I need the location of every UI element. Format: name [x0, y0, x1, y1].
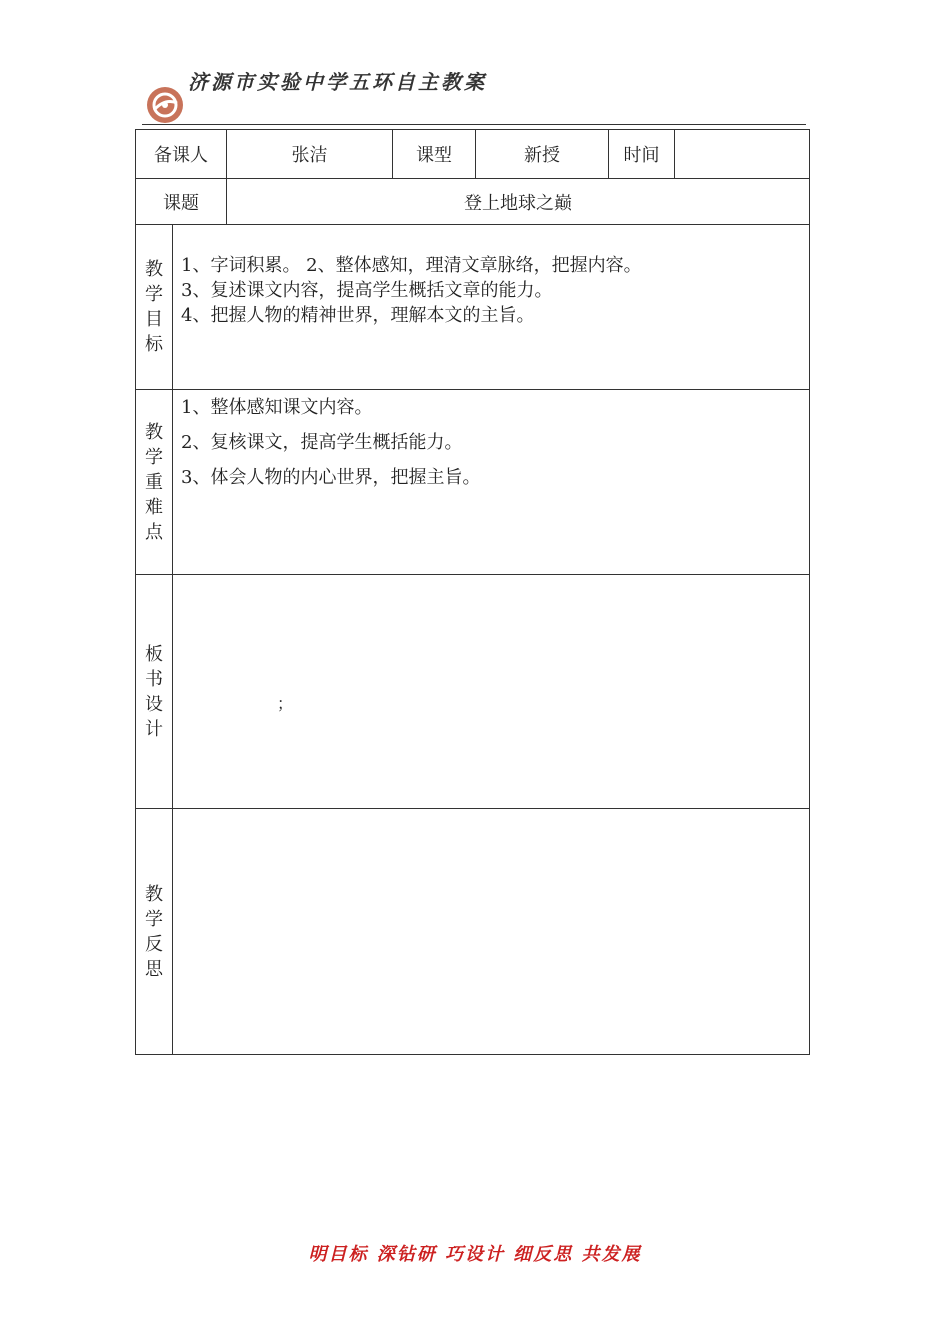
- reflection-label: 教学反思: [145, 883, 163, 980]
- preparer-label: 备课人: [136, 130, 227, 179]
- key-points-row: [136, 390, 810, 575]
- info-row: [136, 130, 810, 179]
- board-design-content: [173, 575, 810, 809]
- lesson-type-value: 新授: [476, 130, 609, 179]
- key-point-line: 2、复核课文，提高学生概括能力。: [181, 432, 463, 453]
- board-design-label: 板书设计: [145, 643, 163, 740]
- document-header-title: 济源市实验中学五环自主教案: [188, 70, 487, 94]
- footer-motto: 明目标 深钻研 巧设计 细反思 共发展: [308, 1244, 642, 1265]
- header-divider: [142, 124, 806, 125]
- lesson-type-label: 课型: [393, 130, 476, 179]
- reflection-row: [136, 809, 810, 1055]
- goals-content: [173, 225, 810, 390]
- school-logo-icon: [146, 86, 184, 124]
- time-label: 时间: [609, 130, 675, 179]
- key-point-line: 1、整体感知课文内容。: [181, 397, 373, 418]
- board-design-row: [136, 575, 810, 809]
- lesson-plan-table: [135, 129, 810, 1055]
- goal-line: 1、字词积累。 2、整体感知，理清文章脉络，把握内容。: [181, 255, 642, 276]
- reflection-content: [173, 809, 810, 1055]
- goals-row: [136, 225, 810, 390]
- time-value: [675, 130, 810, 179]
- key-points-label: 教学重难点: [145, 421, 163, 543]
- topic-value: 登上地球之巅: [227, 179, 810, 225]
- goals-label: 教学目标: [145, 259, 163, 355]
- goal-line: 3、复述课文内容，提高学生概括文章的能力。: [181, 280, 553, 301]
- key-point-line: 3、体会人物的内心世界，把握主旨。: [181, 467, 481, 488]
- preparer-value: 张洁: [227, 130, 393, 179]
- board-design-text: ；: [277, 694, 294, 713]
- goal-line: 4、把握人物的精神世界，理解本文的主旨。: [181, 305, 535, 326]
- topic-label: 课题: [136, 179, 227, 225]
- topic-row: [136, 179, 810, 225]
- key-points-content: [173, 390, 810, 575]
